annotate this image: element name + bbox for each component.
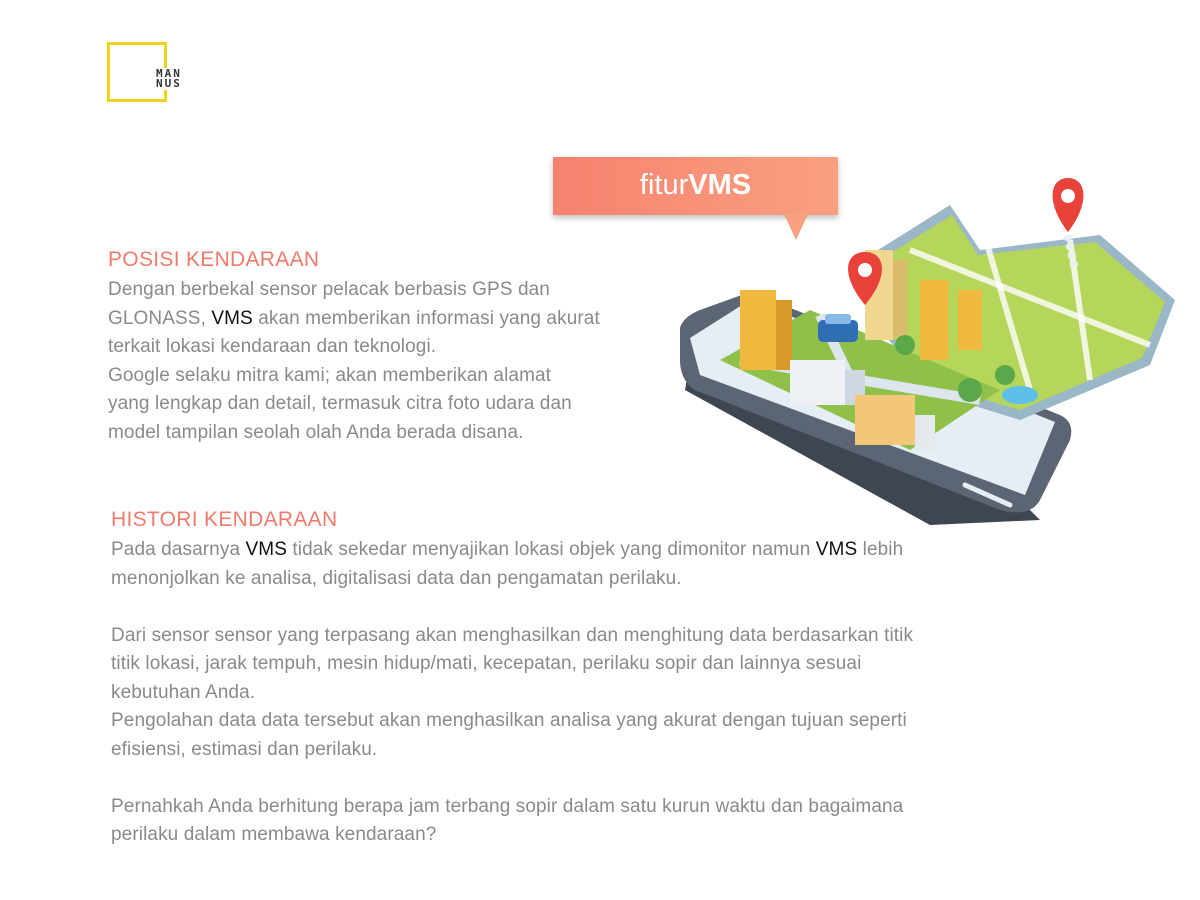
paragraph-gap	[111, 593, 913, 622]
text-line: kebutuhan Anda.	[111, 681, 256, 703]
text-segment: GLONASS,	[108, 307, 212, 329]
text-line: Google selaku mitra kami; akan memberikan alamat	[108, 364, 552, 386]
text-line: Pernahkah Anda berhitung berapa jam terbang sopir dalam satu kurun waktu dan bagaimana	[111, 795, 904, 817]
text-line: menonjolkan ke analisa, digitalisasi data dan pengamatan perilaku.	[111, 567, 682, 589]
logo-line-2: NUS	[156, 77, 182, 90]
text-line: terkait lokasi kendaraan dan teknologi.	[108, 336, 437, 357]
text-segment: tidak sekedar menyajikan lokasi objek yang dimonitor namun	[286, 539, 816, 560]
text-line: Pengolahan data data tersebut akan menghasilkan analisa yang akurat dengan tujuan seperti	[111, 710, 907, 731]
section-body-history	[111, 536, 913, 850]
section-heading-position: POSISI KENDARAAN	[108, 248, 320, 271]
brand-highlight: VMS	[815, 539, 858, 560]
callout-prefix: fitur	[639, 169, 689, 201]
brand-highlight: VMS	[245, 539, 287, 560]
text-line	[111, 536, 913, 565]
brand-highlight: VMS	[211, 307, 253, 329]
section-body-position	[108, 276, 600, 447]
company-logo	[107, 42, 207, 106]
text-line: yang lengkap dan detail, termasuk citra foto udara dan	[108, 393, 572, 414]
text-line: model tampilan seolah olah Anda berada disana.	[108, 421, 524, 443]
text-line: Dengan berbekal sensor pelacak berbasis GPS dan	[108, 279, 550, 300]
text-line	[108, 305, 600, 334]
logo-line-1: MAN	[156, 67, 182, 80]
text-segment: Pada dasarnya	[111, 539, 246, 560]
text-segment: lebih	[857, 539, 904, 560]
paragraph-gap	[111, 764, 913, 793]
text-line: Dari sensor sensor yang terpasang akan menghasilkan dan menghitung data berdasarkan titik	[111, 624, 914, 646]
text-line: efisiensi, estimasi dan perilaku.	[111, 738, 378, 760]
text-segment: akan memberikan informasi yang akurat	[252, 307, 600, 329]
text-line: titik lokasi, jarak tempuh, mesin hidup/mati, kecepatan, perilaku sopir dan lainnya sesuai	[111, 653, 862, 674]
callout-brand: VMS	[688, 169, 752, 201]
smartphone-map-illustration	[680, 160, 1200, 530]
text-line: perilaku dalam membawa kendaraan?	[111, 824, 437, 845]
location-pin-icon	[1053, 178, 1084, 232]
logo-text	[154, 68, 182, 90]
section-heading-history: HISTORI KENDARAAN	[111, 508, 338, 531]
